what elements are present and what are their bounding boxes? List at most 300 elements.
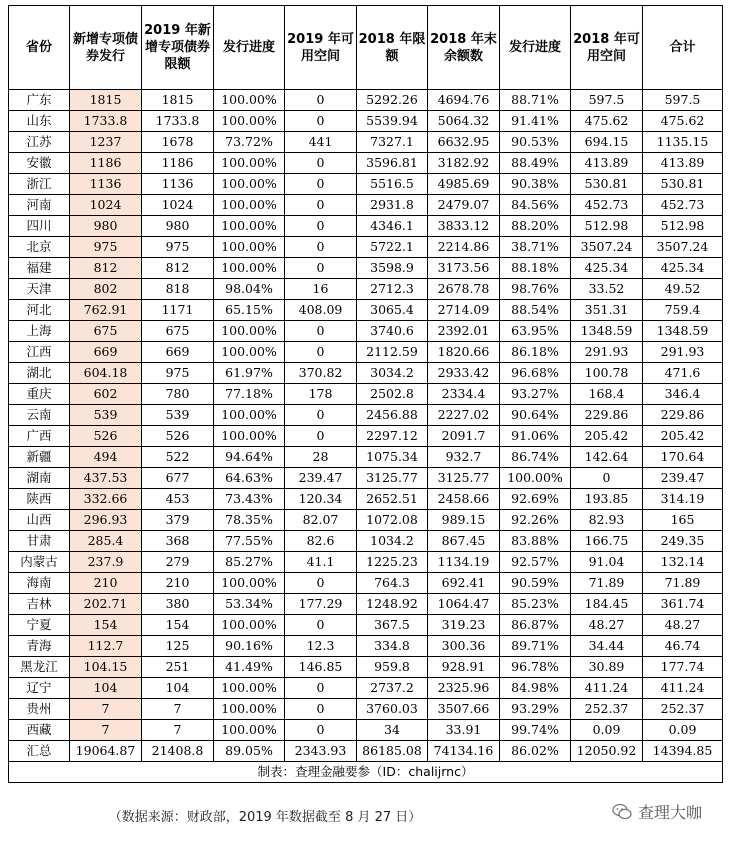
value-cell: 0 xyxy=(285,573,357,594)
value-cell: 96.68% xyxy=(500,363,571,384)
value-cell: 677 xyxy=(142,468,214,489)
value-cell: 93.27% xyxy=(500,384,571,405)
value-cell: 142.64 xyxy=(571,447,643,468)
table-body xyxy=(9,90,723,762)
province-cell: 青海 xyxy=(9,636,70,657)
value-cell: 980 xyxy=(142,216,214,237)
province-cell: 新疆 xyxy=(9,447,70,468)
value-cell: 1072.08 xyxy=(357,510,428,531)
value-cell: 522 xyxy=(142,447,214,468)
value-cell: 84.98% xyxy=(500,678,571,699)
value-cell: 100.00% xyxy=(214,615,285,636)
table-row xyxy=(9,216,723,237)
table-row xyxy=(9,615,723,636)
value-cell: 291.93 xyxy=(571,342,643,363)
value-cell: 96.78% xyxy=(500,657,571,678)
column-header: 合计 xyxy=(643,6,723,90)
value-cell: 408.09 xyxy=(285,300,357,321)
value-cell: 2091.7 xyxy=(428,426,500,447)
value-cell: 0 xyxy=(285,258,357,279)
value-cell: 3034.2 xyxy=(357,363,428,384)
value-cell: 4346.1 xyxy=(357,216,428,237)
value-cell: 252.37 xyxy=(643,699,723,720)
table-row xyxy=(9,489,723,510)
issued-cell: 332.66 xyxy=(70,489,142,510)
value-cell: 3598.9 xyxy=(357,258,428,279)
value-cell: 205.42 xyxy=(571,426,643,447)
issued-cell: 104.15 xyxy=(70,657,142,678)
value-cell: 512.98 xyxy=(643,216,723,237)
value-cell: 3833.12 xyxy=(428,216,500,237)
table-note-row xyxy=(9,762,723,783)
issued-cell: 104 xyxy=(70,678,142,699)
province-cell: 西藏 xyxy=(9,720,70,741)
value-cell: 530.81 xyxy=(571,174,643,195)
issued-cell: 7 xyxy=(70,720,142,741)
value-cell: 452.73 xyxy=(643,195,723,216)
province-cell: 重庆 xyxy=(9,384,70,405)
value-cell: 539 xyxy=(142,405,214,426)
table-row xyxy=(9,300,723,321)
province-cell: 吉林 xyxy=(9,594,70,615)
table-row xyxy=(9,195,723,216)
province-cell: 江苏 xyxy=(9,132,70,153)
value-cell: 1225.23 xyxy=(357,552,428,573)
value-cell: 85.23% xyxy=(500,594,571,615)
value-cell: 30.89 xyxy=(571,657,643,678)
value-cell: 314.19 xyxy=(643,489,723,510)
value-cell: 48.27 xyxy=(571,615,643,636)
value-cell: 0 xyxy=(285,699,357,720)
value-cell: 71.89 xyxy=(643,573,723,594)
column-header: 2019 年可用空间 xyxy=(285,6,357,90)
value-cell: 53.34% xyxy=(214,594,285,615)
table-row xyxy=(9,531,723,552)
province-cell: 内蒙古 xyxy=(9,552,70,573)
value-cell: 2456.88 xyxy=(357,405,428,426)
issued-cell: 494 xyxy=(70,447,142,468)
value-cell: 2112.59 xyxy=(357,342,428,363)
table-row xyxy=(9,237,723,258)
value-cell: 475.62 xyxy=(571,111,643,132)
column-header: 发行进度 xyxy=(500,6,571,90)
value-cell: 7 xyxy=(142,720,214,741)
value-cell: 1064.47 xyxy=(428,594,500,615)
issued-cell: 285.4 xyxy=(70,531,142,552)
value-cell: 1171 xyxy=(142,300,214,321)
brand-name: 查理大咖 xyxy=(638,803,703,822)
value-cell: 2714.09 xyxy=(428,300,500,321)
value-cell: 812 xyxy=(142,258,214,279)
table-row xyxy=(9,678,723,699)
value-cell: 989.15 xyxy=(428,510,500,531)
wechat-icon xyxy=(612,803,632,821)
issued-cell: 762.91 xyxy=(70,300,142,321)
value-cell: 90.16% xyxy=(214,636,285,657)
issued-cell: 1237 xyxy=(70,132,142,153)
province-cell: 四川 xyxy=(9,216,70,237)
issued-cell: 1136 xyxy=(70,174,142,195)
value-cell: 100.00% xyxy=(214,111,285,132)
value-cell: 2502.8 xyxy=(357,384,428,405)
value-cell: 100.00% xyxy=(214,720,285,741)
value-cell: 249.35 xyxy=(643,531,723,552)
value-cell: 1820.66 xyxy=(428,342,500,363)
value-cell: 3740.6 xyxy=(357,321,428,342)
value-cell: 99.74% xyxy=(500,720,571,741)
value-cell: 5539.94 xyxy=(357,111,428,132)
value-cell: 48.27 xyxy=(643,615,723,636)
value-cell: 5722.1 xyxy=(357,237,428,258)
value-cell: 2458.66 xyxy=(428,489,500,510)
value-cell: 3125.77 xyxy=(428,468,500,489)
value-cell: 367.5 xyxy=(357,615,428,636)
value-cell: 475.62 xyxy=(643,111,723,132)
value-cell: 91.04 xyxy=(571,552,643,573)
value-cell: 177.29 xyxy=(285,594,357,615)
province-cell: 甘肃 xyxy=(9,531,70,552)
value-cell: 33.52 xyxy=(571,279,643,300)
province-cell: 河北 xyxy=(9,300,70,321)
value-cell: 5292.26 xyxy=(357,90,428,111)
value-cell: 0 xyxy=(285,615,357,636)
province-cell: 浙江 xyxy=(9,174,70,195)
value-cell: 0 xyxy=(285,405,357,426)
value-cell: 2479.07 xyxy=(428,195,500,216)
table-row xyxy=(9,90,723,111)
value-cell: 61.97% xyxy=(214,363,285,384)
value-cell: 165 xyxy=(643,510,723,531)
value-cell: 319.23 xyxy=(428,615,500,636)
column-header: 2018 年末余额数 xyxy=(428,6,500,90)
table-row xyxy=(9,405,723,426)
value-cell: 14394.85 xyxy=(643,741,723,762)
province-cell: 湖南 xyxy=(9,468,70,489)
table-row xyxy=(9,573,723,594)
bond-table-wrapper xyxy=(8,5,722,783)
province-cell: 海南 xyxy=(9,573,70,594)
value-cell: 73.72% xyxy=(214,132,285,153)
value-cell: 361.74 xyxy=(643,594,723,615)
value-cell: 94.64% xyxy=(214,447,285,468)
issued-cell: 675 xyxy=(70,321,142,342)
value-cell: 82.6 xyxy=(285,531,357,552)
value-cell: 132.14 xyxy=(643,552,723,573)
value-cell: 411.24 xyxy=(643,678,723,699)
value-cell: 2214.86 xyxy=(428,237,500,258)
value-cell: 88.54% xyxy=(500,300,571,321)
table-row xyxy=(9,384,723,405)
value-cell: 2737.2 xyxy=(357,678,428,699)
issued-cell: 812 xyxy=(70,258,142,279)
value-cell: 86.02% xyxy=(500,741,571,762)
value-cell: 100.00% xyxy=(214,195,285,216)
value-cell: 441 xyxy=(285,132,357,153)
table-row xyxy=(9,657,723,678)
province-cell: 广西 xyxy=(9,426,70,447)
table-row xyxy=(9,132,723,153)
value-cell: 77.18% xyxy=(214,384,285,405)
value-cell: 694.15 xyxy=(571,132,643,153)
value-cell: 63.95% xyxy=(500,321,571,342)
value-cell: 82.93 xyxy=(571,510,643,531)
value-cell: 2227.02 xyxy=(428,405,500,426)
province-cell: 云南 xyxy=(9,405,70,426)
value-cell: 46.74 xyxy=(643,636,723,657)
value-cell: 12.3 xyxy=(285,636,357,657)
value-cell: 210 xyxy=(142,573,214,594)
province-cell: 贵州 xyxy=(9,699,70,720)
issued-cell: 1186 xyxy=(70,153,142,174)
value-cell: 413.89 xyxy=(643,153,723,174)
value-cell: 425.34 xyxy=(571,258,643,279)
value-cell: 1348.59 xyxy=(571,321,643,342)
issued-cell: 1733.8 xyxy=(70,111,142,132)
issued-cell: 19064.87 xyxy=(70,741,142,762)
table-row xyxy=(9,510,723,531)
column-header: 新增专项债券发行 xyxy=(70,6,142,90)
table-note: 制表：查理金融要参（ID：chalijrnc） xyxy=(9,762,723,783)
value-cell: 90.38% xyxy=(500,174,571,195)
issued-cell: 154 xyxy=(70,615,142,636)
value-cell: 100.00% xyxy=(214,258,285,279)
table-row xyxy=(9,426,723,447)
value-cell: 193.85 xyxy=(571,489,643,510)
value-cell: 0.09 xyxy=(571,720,643,741)
value-cell: 41.49% xyxy=(214,657,285,678)
value-cell: 279 xyxy=(142,552,214,573)
value-cell: 597.5 xyxy=(571,90,643,111)
value-cell: 1075.34 xyxy=(357,447,428,468)
value-cell: 0 xyxy=(285,342,357,363)
value-cell: 12050.92 xyxy=(571,741,643,762)
table-row xyxy=(9,174,723,195)
value-cell: 0 xyxy=(285,678,357,699)
province-cell: 江西 xyxy=(9,342,70,363)
value-cell: 351.31 xyxy=(571,300,643,321)
value-cell: 73.43% xyxy=(214,489,285,510)
value-cell: 65.15% xyxy=(214,300,285,321)
value-cell: 71.89 xyxy=(571,573,643,594)
value-cell: 334.8 xyxy=(357,636,428,657)
value-cell: 88.49% xyxy=(500,153,571,174)
value-cell: 453 xyxy=(142,489,214,510)
value-cell: 120.34 xyxy=(285,489,357,510)
value-cell: 239.47 xyxy=(643,468,723,489)
value-cell: 252.37 xyxy=(571,699,643,720)
issued-cell: 604.18 xyxy=(70,363,142,384)
value-cell: 0 xyxy=(285,111,357,132)
province-cell: 山西 xyxy=(9,510,70,531)
value-cell: 82.07 xyxy=(285,510,357,531)
value-cell: 1733.8 xyxy=(142,111,214,132)
value-cell: 125 xyxy=(142,636,214,657)
table-row xyxy=(9,552,723,573)
value-cell: 100.00% xyxy=(214,405,285,426)
value-cell: 759.4 xyxy=(643,300,723,321)
value-cell: 100.00% xyxy=(214,342,285,363)
issued-cell: 296.93 xyxy=(70,510,142,531)
table-row xyxy=(9,111,723,132)
province-cell: 河南 xyxy=(9,195,70,216)
value-cell: 2678.78 xyxy=(428,279,500,300)
issued-cell: 975 xyxy=(70,237,142,258)
table-row xyxy=(9,279,723,300)
value-cell: 3125.77 xyxy=(357,468,428,489)
value-cell: 89.71% xyxy=(500,636,571,657)
value-cell: 2933.42 xyxy=(428,363,500,384)
value-cell: 100.00% xyxy=(214,90,285,111)
value-cell: 93.29% xyxy=(500,699,571,720)
issued-cell: 1815 xyxy=(70,90,142,111)
province-cell: 汇总 xyxy=(9,741,70,762)
table-row xyxy=(9,153,723,174)
issued-cell: 437.53 xyxy=(70,468,142,489)
value-cell: 100.00% xyxy=(214,174,285,195)
value-cell: 380 xyxy=(142,594,214,615)
province-cell: 山东 xyxy=(9,111,70,132)
value-cell: 104 xyxy=(142,678,214,699)
special-bond-table xyxy=(8,5,723,783)
value-cell: 932.7 xyxy=(428,447,500,468)
value-cell: 1815 xyxy=(142,90,214,111)
table-row xyxy=(9,321,723,342)
value-cell: 0 xyxy=(285,426,357,447)
value-cell: 867.45 xyxy=(428,531,500,552)
value-cell: 3065.4 xyxy=(357,300,428,321)
province-cell: 辽宁 xyxy=(9,678,70,699)
value-cell: 471.6 xyxy=(643,363,723,384)
value-cell: 88.71% xyxy=(500,90,571,111)
value-cell: 764.3 xyxy=(357,573,428,594)
value-cell: 2325.96 xyxy=(428,678,500,699)
value-cell: 5064.32 xyxy=(428,111,500,132)
value-cell: 959.8 xyxy=(357,657,428,678)
value-cell: 86185.08 xyxy=(357,741,428,762)
value-cell: 86.87% xyxy=(500,615,571,636)
issued-cell: 539 xyxy=(70,405,142,426)
brand-watermark xyxy=(612,800,702,823)
value-cell: 6632.95 xyxy=(428,132,500,153)
value-cell: 1134.19 xyxy=(428,552,500,573)
province-cell: 上海 xyxy=(9,321,70,342)
value-cell: 98.04% xyxy=(214,279,285,300)
value-cell: 4985.69 xyxy=(428,174,500,195)
province-cell: 福建 xyxy=(9,258,70,279)
table-row xyxy=(9,447,723,468)
value-cell: 1024 xyxy=(142,195,214,216)
value-cell: 92.26% xyxy=(500,510,571,531)
value-cell: 85.27% xyxy=(214,552,285,573)
issued-cell: 802 xyxy=(70,279,142,300)
column-header: 2018 年可用空间 xyxy=(571,6,643,90)
value-cell: 669 xyxy=(142,342,214,363)
value-cell: 1034.2 xyxy=(357,531,428,552)
value-cell: 100.00% xyxy=(214,216,285,237)
value-cell: 229.86 xyxy=(571,405,643,426)
value-cell: 300.36 xyxy=(428,636,500,657)
value-cell: 100.00% xyxy=(214,426,285,447)
value-cell: 0 xyxy=(285,216,357,237)
table-row xyxy=(9,468,723,489)
value-cell: 5516.5 xyxy=(357,174,428,195)
value-cell: 1248.92 xyxy=(357,594,428,615)
value-cell: 928.91 xyxy=(428,657,500,678)
value-cell: 780 xyxy=(142,384,214,405)
value-cell: 0 xyxy=(285,90,357,111)
issued-cell: 7 xyxy=(70,699,142,720)
province-cell: 广东 xyxy=(9,90,70,111)
value-cell: 89.05% xyxy=(214,741,285,762)
value-cell: 84.56% xyxy=(500,195,571,216)
value-cell: 1348.59 xyxy=(643,321,723,342)
issued-cell: 1024 xyxy=(70,195,142,216)
value-cell: 1678 xyxy=(142,132,214,153)
value-cell: 512.98 xyxy=(571,216,643,237)
table-row xyxy=(9,720,723,741)
issued-cell: 980 xyxy=(70,216,142,237)
value-cell: 7327.1 xyxy=(357,132,428,153)
value-cell: 100.00% xyxy=(214,153,285,174)
value-cell: 100.00% xyxy=(214,321,285,342)
value-cell: 100.00% xyxy=(214,699,285,720)
value-cell: 100.00% xyxy=(500,468,571,489)
value-cell: 205.42 xyxy=(643,426,723,447)
value-cell: 38.71% xyxy=(500,237,571,258)
value-cell: 16 xyxy=(285,279,357,300)
value-cell: 170.64 xyxy=(643,447,723,468)
issued-cell: 202.71 xyxy=(70,594,142,615)
value-cell: 3182.92 xyxy=(428,153,500,174)
table-row xyxy=(9,594,723,615)
table-row xyxy=(9,363,723,384)
value-cell: 64.63% xyxy=(214,468,285,489)
value-cell: 3507.24 xyxy=(571,237,643,258)
value-cell: 818 xyxy=(142,279,214,300)
total-row xyxy=(9,741,723,762)
value-cell: 0 xyxy=(285,153,357,174)
value-cell: 251 xyxy=(142,657,214,678)
value-cell: 291.93 xyxy=(643,342,723,363)
value-cell: 4694.76 xyxy=(428,90,500,111)
issued-cell: 210 xyxy=(70,573,142,594)
issued-cell: 526 xyxy=(70,426,142,447)
value-cell: 33.91 xyxy=(428,720,500,741)
table-header-row xyxy=(9,6,723,90)
value-cell: 78.35% xyxy=(214,510,285,531)
value-cell: 90.59% xyxy=(500,573,571,594)
value-cell: 425.34 xyxy=(643,258,723,279)
value-cell: 21408.8 xyxy=(142,741,214,762)
value-cell: 90.64% xyxy=(500,405,571,426)
value-cell: 146.85 xyxy=(285,657,357,678)
value-cell: 98.76% xyxy=(500,279,571,300)
value-cell: 379 xyxy=(142,510,214,531)
value-cell: 7 xyxy=(142,699,214,720)
value-cell: 86.74% xyxy=(500,447,571,468)
value-cell: 2334.4 xyxy=(428,384,500,405)
value-cell: 3596.81 xyxy=(357,153,428,174)
value-cell: 370.82 xyxy=(285,363,357,384)
value-cell: 184.45 xyxy=(571,594,643,615)
value-cell: 154 xyxy=(142,615,214,636)
value-cell: 88.20% xyxy=(500,216,571,237)
value-cell: 2931.8 xyxy=(357,195,428,216)
value-cell: 34.44 xyxy=(571,636,643,657)
value-cell: 34 xyxy=(357,720,428,741)
value-cell: 28 xyxy=(285,447,357,468)
province-cell: 湖北 xyxy=(9,363,70,384)
